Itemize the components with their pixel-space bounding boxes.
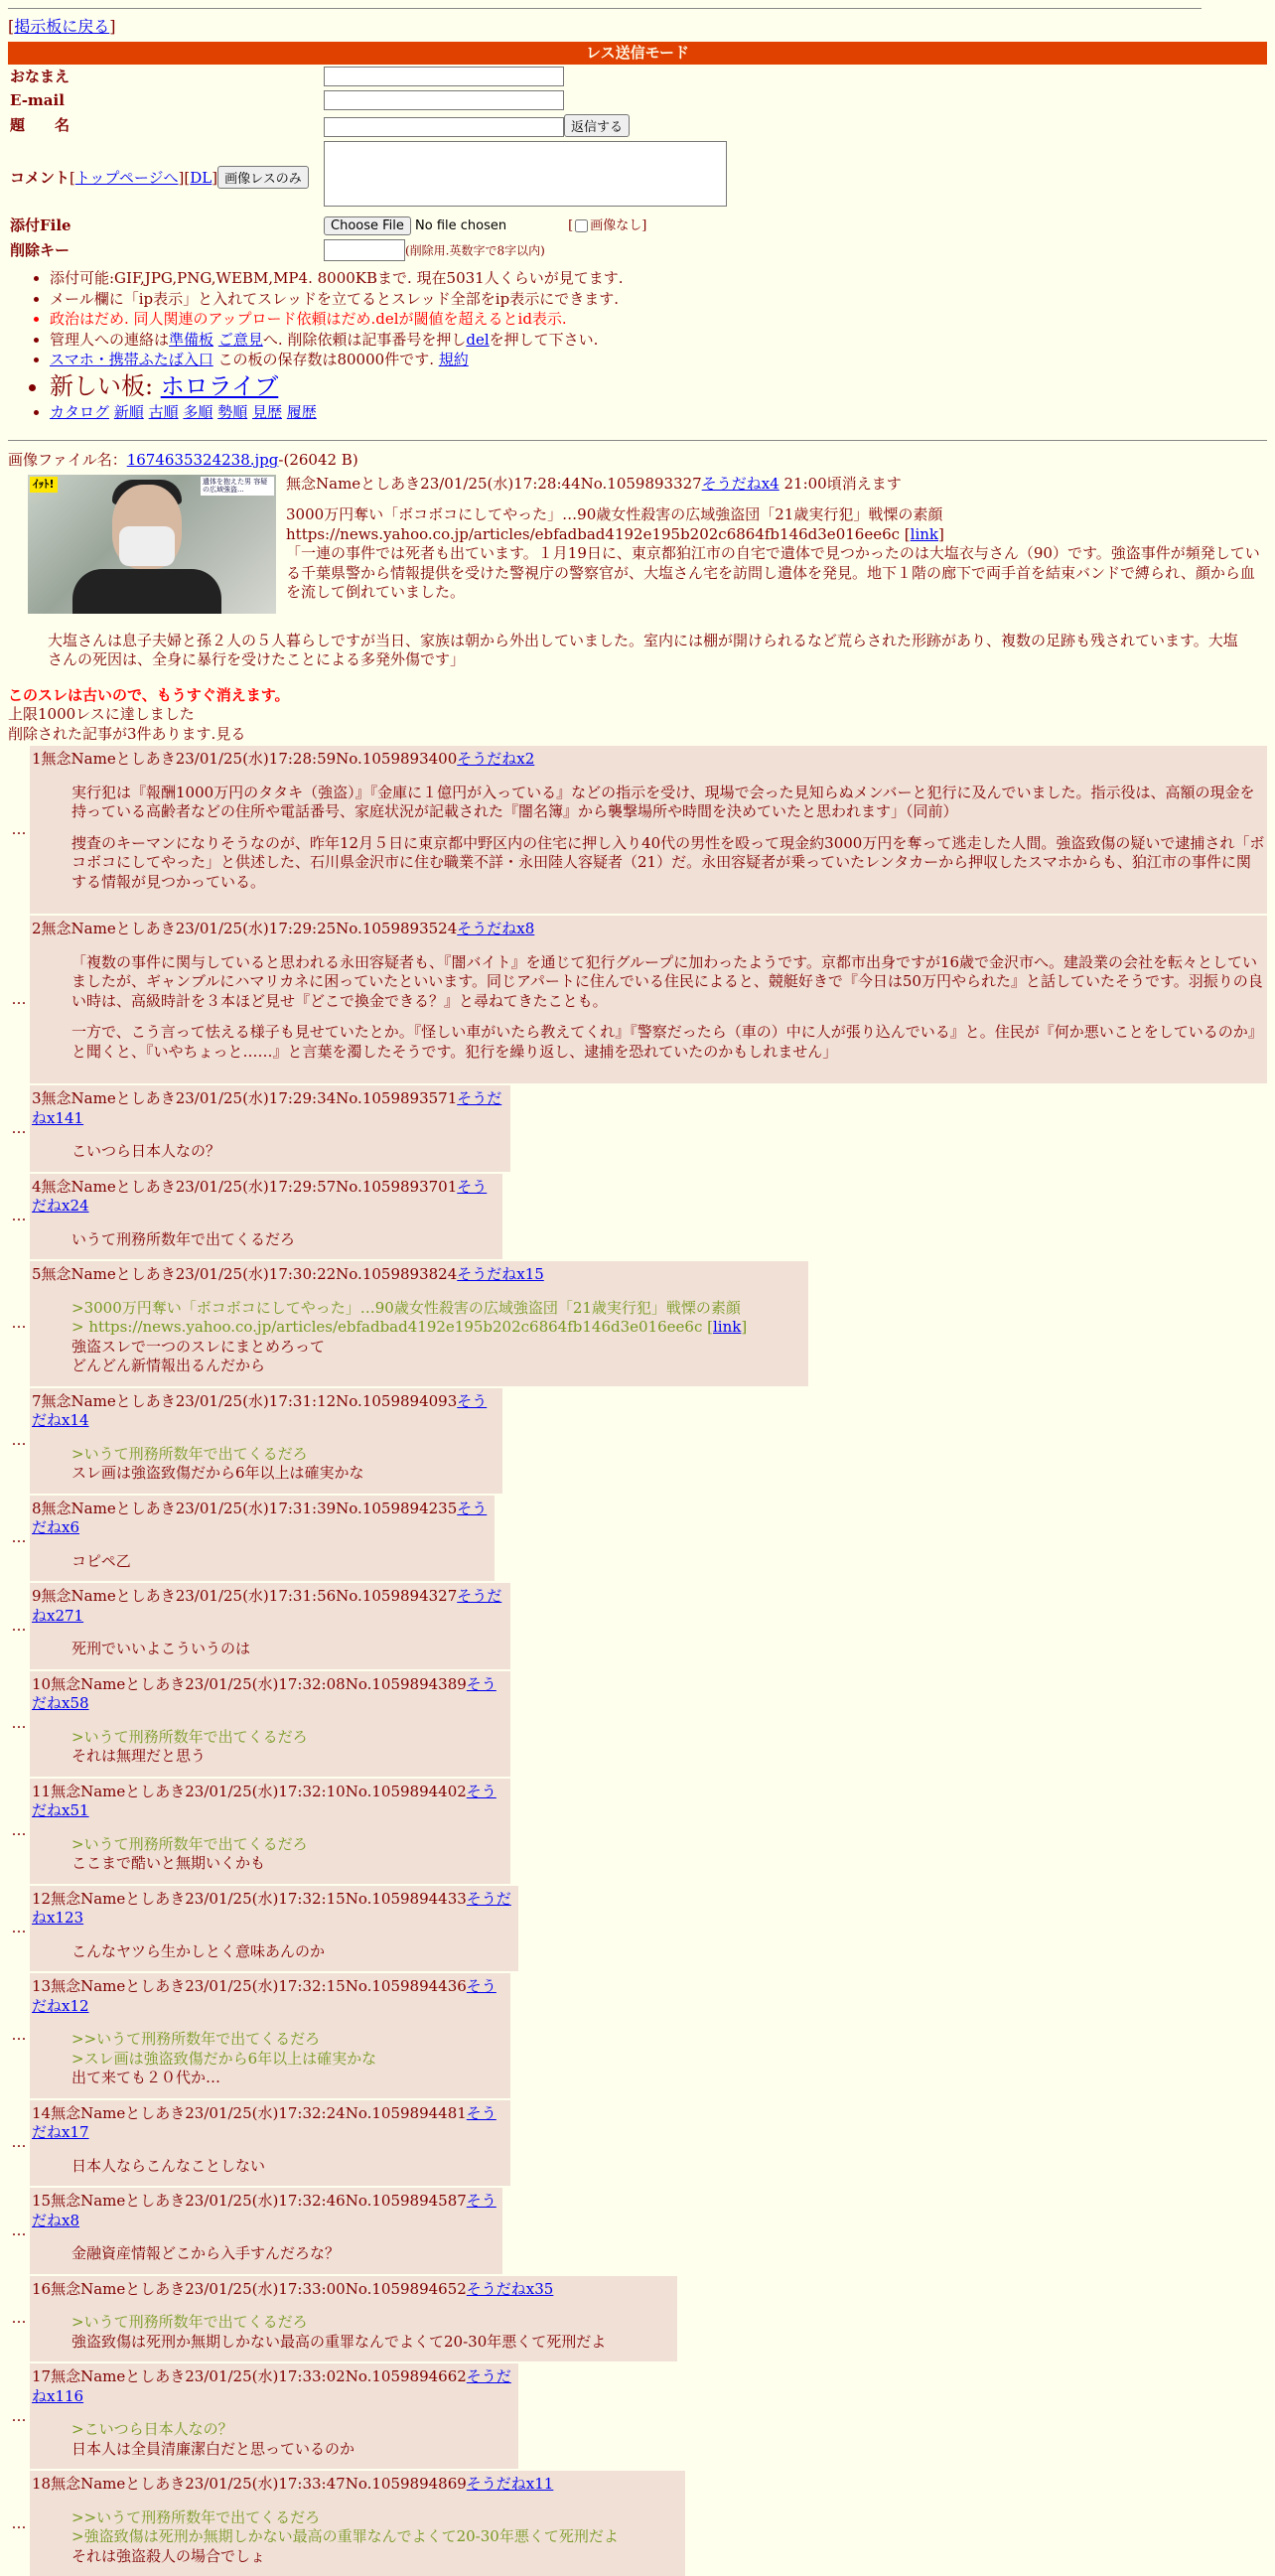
reply-post — [8, 1174, 1267, 1260]
reply-body — [71, 2030, 508, 2088]
back-nav: [掲示板に戻る] — [8, 17, 116, 36]
quote-line: >いうて刑務所数年で出てくるだろ — [71, 1834, 308, 1853]
no-image-label: 画像なし — [590, 218, 642, 234]
reply-box — [30, 1261, 808, 1386]
rule-item: • 新しい板: ホロライブ — [50, 371, 1267, 402]
reply-line: それは無理だと思う — [71, 1747, 207, 1766]
op-image-link[interactable]: 1674635324238.jpg — [126, 451, 279, 470]
reply-header: 4無念Nameとしあき23/01/25(水)17:29:57No.1059893701そうだねx24 — [32, 1177, 488, 1216]
reply-post — [8, 1583, 1267, 1669]
reply-dots: … — [11, 1821, 27, 1840]
feedback-link[interactable]: ご意見 — [217, 330, 263, 349]
reply-paragraph: 実行犯は『報酬1000万円のタタキ（強盗）』『金庫に１億円が入っている』などの指示を受け、現場で会った見知らぬメンバーと犯行に及んでいました。指示役は、高額の現金を持っている高齢者などの住所や電話番号、家庭状況が記載された『闇名簿』から襲撃場所や時間を決めていたと思われます」（同前） — [71, 783, 1255, 821]
op-post — [8, 475, 1267, 614]
reply-header: 7無念Nameとしあき23/01/25(水)17:31:12No.1059894093そうだねx14 — [32, 1391, 488, 1430]
junbi-board-link[interactable]: 準備板 — [169, 330, 214, 349]
reply-body — [71, 1445, 500, 1484]
reply-box — [30, 2188, 502, 2274]
reply-line: ここまで酷いと無期いくかも — [71, 1854, 266, 1873]
rule-item: • メール欄に「ip表示」と入れてスレッドを立てるとスレッド全部をip表示にできます. — [50, 290, 1267, 310]
quote-line: >>いうて刑務所数年で出てくるだろ — [71, 2030, 321, 2049]
reply-line: 死刑でいいよこういうのは — [71, 1640, 251, 1658]
reply-post — [8, 1671, 1267, 1777]
delete-key-label: 削除キー — [10, 240, 71, 259]
reply-paragraph: 一方で、こう言って怯える様子も見せていたとか。『怪しい車がいたら教えてくれ』『警察だったら（車の）中に人が張り込んでいる』と。住民が『何か悪いことをしているのか』と聞くと、『いやちょっと……』と言葉を濁したそうです。犯行を繰り返し、逮捕を恐れていたのかもしれません」 — [71, 1023, 1263, 1061]
sodane-link[interactable]: そうだねx116 — [32, 2367, 511, 2405]
reply-body — [71, 2508, 683, 2567]
op-url-line: https://news.yahoo.co.jp/articles/ebfadbad4192e195b202c6864fb146d3e016ee6c [link] — [286, 524, 944, 543]
mobile-entry-link[interactable]: スマホ・携帯ふたば入口 — [50, 351, 213, 369]
reply-header: 1無念Nameとしあき23/01/25(水)17:28:59No.1059893400そうだねx2 — [32, 750, 535, 769]
reply-box — [30, 1779, 510, 1884]
reply-header: 14無念Nameとしあき23/01/25(水)17:32:24No.1059894481そうだねx17 — [32, 2103, 496, 2142]
reply-line: 強盗致傷は死刑か無期しかない最高の重罪なんでよくて20-30年悪くて死刑だよ — [71, 2332, 607, 2351]
sodane-link[interactable]: そうだねx24 — [32, 1177, 488, 1216]
sodane-link[interactable]: そうだねx2 — [457, 750, 535, 769]
file-label: 添付File — [10, 215, 71, 234]
rule-item: • 管理人への連絡は準備板 ご意見へ. 削除依頼は記事番号を押しdelを押して下さい. — [50, 331, 1267, 351]
top-divider — [8, 8, 1202, 9]
sodane-link[interactable]: そうだねx51 — [32, 1782, 496, 1820]
tv-logo: ｲｯﾄ! — [30, 477, 58, 493]
reply-box — [30, 1671, 510, 1777]
quote-line: >スレ画は強盗致傷だから6年以上は確実かな — [71, 2049, 377, 2068]
reply-line: こんなヤツら生かしとく意味あんのか — [71, 1941, 326, 1960]
dl-link[interactable]: DL — [190, 168, 212, 187]
reply-box — [30, 2100, 510, 2187]
reply-line: いうて刑務所数年で出てくるだろ — [71, 1229, 296, 1248]
thread-expire-notice: このスレは古いので、もうすぐ消えます。 — [8, 685, 290, 704]
catalog-link[interactable]: カタログ — [50, 402, 110, 421]
reply-dots: … — [11, 1714, 27, 1733]
quote-line: >>いうて刑務所数年で出てくるだろ — [71, 2507, 321, 2526]
op-image-info: 画像ファイル名：1674635324238.jpg-(26042 B) — [8, 451, 358, 470]
reply-header: 3無念Nameとしあき23/01/25(水)17:29:34No.1059893571そうだねx141 — [32, 1089, 502, 1127]
quote-line: >いうて刑務所数年で出てくるだろ — [71, 2313, 308, 2332]
quote-line: >いうて刑務所数年で出てくるだろ — [71, 1727, 308, 1746]
reply-box — [30, 1886, 518, 1972]
choose-file-button[interactable]: Choose File — [324, 216, 411, 235]
reply-box — [30, 1496, 495, 1582]
sodane-link[interactable]: そうだねx6 — [32, 1499, 488, 1537]
sodane-link[interactable]: そうだねx123 — [32, 1889, 511, 1928]
reply-header: 15無念Nameとしあき23/01/25(水)17:32:46No.1059894587そうだねx8 — [32, 2192, 496, 2229]
view-history-link[interactable]: 見歴 — [251, 402, 282, 421]
reply-box — [30, 2276, 677, 2362]
reply-header: 11無念Nameとしあき23/01/25(水)17:32:10No.1059894402そうだねx51 — [32, 1782, 496, 1820]
reply-line: コピペ乙 — [71, 1551, 131, 1570]
back-to-board-link[interactable]: 掲示板に戻る — [14, 17, 110, 36]
reply-body — [71, 1728, 508, 1767]
reply-post — [8, 2363, 1267, 2469]
op-thumbnail[interactable] — [28, 475, 276, 614]
reply-form: おなまえ E-mail 題 名 返信する コメント[トップページへ][DL] 画像レスのみ 添付File Choose File No file chosen [ 画像なし] 削除キー (削除用.英数字で8字以内) — [8, 65, 1267, 263]
reply-header: 13無念Nameとしあき23/01/25(水)17:32:15No.1059894436そうだねx12 — [32, 1977, 496, 2015]
reply-dots: … — [11, 1207, 27, 1225]
sodane-link[interactable]: そうだねx4 — [701, 474, 779, 493]
reply-body — [71, 1230, 500, 1250]
name-label: おなまえ — [10, 67, 71, 85]
reply-line: どんどん新情報出るんだから — [71, 1357, 266, 1375]
sort-many-link[interactable]: 多順 — [183, 402, 213, 421]
reply-dots: … — [11, 1919, 27, 1937]
reply-line: 金融資産情報どこから入手すんだろな？ — [71, 2244, 341, 2263]
email-input[interactable] — [324, 90, 564, 110]
quote-line: >いうて刑務所数年で出てくるだろ — [71, 1444, 308, 1463]
reply-body — [71, 1640, 508, 1659]
reply-body — [71, 1835, 508, 1874]
reply-line: 強盗スレで一つのスレにまとめろって — [71, 1337, 326, 1356]
reply-post — [8, 2100, 1267, 2187]
reply-dots: … — [11, 2220, 27, 2239]
name-input[interactable] — [324, 67, 564, 86]
sodane-link[interactable]: そうだねx8 — [32, 2192, 496, 2229]
sodane-link[interactable]: そうだねx271 — [32, 1587, 502, 1625]
reply-header: 8無念Nameとしあき23/01/25(水)17:31:39No.1059894235そうだねx6 — [32, 1499, 488, 1537]
reply-body — [71, 1142, 508, 1162]
reply-box — [30, 1583, 510, 1669]
reply-post — [8, 1886, 1267, 1972]
reply-header: 9無念Nameとしあき23/01/25(水)17:31:56No.1059894327そうだねx271 — [32, 1587, 502, 1625]
thread-divider — [8, 440, 1267, 441]
reply-dots: … — [11, 1616, 27, 1635]
sodane-link[interactable]: そうだねx11 — [466, 2475, 554, 2494]
image-only-button[interactable]: 画像レスのみ — [217, 166, 309, 189]
subject-label: 題 名 — [10, 116, 71, 135]
reply-box — [30, 1085, 510, 1172]
rule-item: • 政治はだめ. 同人関連のアップロード依頼はだめ.delが閾値を超えるとid表示. — [50, 310, 1267, 330]
sodane-link[interactable]: そうだねx12 — [32, 1977, 496, 2015]
reply-body — [71, 2313, 675, 2352]
subject-input[interactable] — [324, 117, 564, 137]
reply-box — [30, 2363, 518, 2469]
sort-momentum-link[interactable]: 勢順 — [217, 402, 248, 421]
reply-dots: … — [11, 1431, 27, 1450]
reply-line: 日本人ならこんなことしない — [71, 2156, 266, 2175]
reply-dots: … — [11, 990, 27, 1009]
reply-line: 出て来ても２０代か… — [71, 2069, 221, 2087]
no-image-checkbox[interactable] — [575, 219, 588, 232]
thumb-caption: 遺体を抱えた男 容疑の広域強盗... — [201, 477, 274, 496]
sort-new-link[interactable]: 新順 — [113, 402, 144, 421]
reply-header: 10無念Nameとしあき23/01/25(水)17:32:08No.1059894389そうだねx58 — [32, 1674, 496, 1713]
reply-header: 16無念Nameとしあき23/01/25(水)17:33:00No.1059894652そうだねx35 — [32, 2279, 554, 2298]
reply-post — [8, 916, 1267, 1083]
op-url-link[interactable]: link — [910, 524, 939, 543]
hololive-board-link[interactable]: ホロライブ — [160, 371, 279, 400]
reply-line: こいつら日本人なの？ — [71, 1142, 221, 1161]
rule-item: • 添付可能:GIF,JPG,PNG,WEBM,MP4. 8000KBまで. 現在5031人くらいが見てます. — [50, 269, 1267, 289]
reply-line: それは強盗殺人の場合でしょ — [71, 2546, 266, 2565]
reply-body — [71, 953, 1265, 1063]
op-line1: 3000万円奪い「ボコボコにしてやった」…90歳女性殺害の広域強盗団「21歳実行犯」戦慄の素顔 — [286, 505, 943, 524]
reply-dots: … — [11, 2133, 27, 2152]
reply-body — [71, 2244, 500, 2264]
url-link[interactable]: link — [712, 1318, 742, 1337]
reply-box — [30, 1973, 510, 2098]
reply-post — [8, 2471, 1267, 2576]
reply-post — [8, 1973, 1267, 2098]
reply-dots: … — [11, 1118, 27, 1137]
reply-body — [71, 1299, 806, 1376]
reply-post — [8, 2188, 1267, 2274]
reply-box — [30, 1388, 502, 1494]
comment-label-cell: コメント[トップページへ][DL] 画像レスのみ — [8, 139, 322, 215]
sodane-link[interactable]: そうだねx14 — [32, 1391, 488, 1430]
reply-list — [8, 746, 1267, 2576]
sodane-link[interactable]: そうだねx15 — [457, 1265, 544, 1284]
reply-post — [8, 746, 1267, 914]
mode-title-bar: レス送信モード — [8, 42, 1267, 66]
del-link[interactable]: del — [466, 330, 490, 349]
reply-dots: … — [11, 2026, 27, 2045]
reply-dots: … — [11, 820, 27, 839]
limit-notice: 上限1000レスに達しました — [8, 705, 195, 724]
sodane-link[interactable]: そうだねx141 — [32, 1089, 502, 1127]
toppage-link[interactable]: トップページへ — [74, 168, 179, 187]
reply-paragraph: 「複数の事件に関与していると思われる永田容疑者も、『闇バイト』を通じて犯行グループに加わったようです。京都市出身ですが16歳で金沢市へ。建設業の会社を転々としていましたが、ギャンブルにハマリカネに困っていたといいます。同じアパートに住んでいる住民によると、競艇好きで『今日は50万円やられた』と話していたそうです。羽振りの良い時は、高級時計を３本ほど見せ『どこで換金できる？』と尋ねてきたことも。 — [71, 952, 1263, 1010]
reply-post — [8, 1388, 1267, 1494]
reply-box — [30, 746, 1267, 914]
terms-link[interactable]: 規約 — [438, 351, 469, 369]
reply-post — [8, 1496, 1267, 1582]
delete-key-input[interactable] — [324, 239, 405, 261]
reply-header: 5無念Nameとしあき23/01/25(水)17:30:22No.1059893824そうだねx15 — [32, 1265, 544, 1284]
delete-key-note: (削除用.英数字で8字以内) — [405, 243, 545, 258]
op-line4: 大塩さんは息子夫婦と孫２人の５人暮らしですが当日、家族は朝から外出していました。室内には棚が開けられるなど荒らされた形跡があり、複数の足跡も残されています。大塩さんの死因は、全身に暴行を受けたことによる多発外傷です」 — [48, 631, 1238, 669]
reply-dots: … — [11, 2513, 27, 2532]
post-history-link[interactable]: 履歴 — [286, 402, 317, 421]
op-line3: 「一連の事件では死者も出ています。１月19日に、東京都狛江市の自宅で遺体で見つかったのは大塩衣与さん（90）です。強盗事件が頻発している千葉県警から情報提供を受けた警視庁の警察官が、大塩さん宅を訪問し遺体を発見。地下１階の廊下で両手首を結束バンドで縛られ、顔から血を流して倒れていました。 — [286, 544, 1260, 602]
board-rules — [8, 269, 1267, 422]
reply-post — [8, 1085, 1267, 1172]
file-status: No file chosen — [415, 218, 507, 234]
comment-label: コメント — [10, 168, 71, 187]
reply-paragraph: 捜査のキーマンになりそうなのが、昨年12月５日に東京都中野区内の住宅に押し入り40代の男性を殴って現金約3000万円を奪って逃走した人間。強盗致傷の疑いで逮捕され「ボコボコにしてやった」と供述した、石川県金沢市に住む職業不詳・永田陸人容疑者（21）だ。永田容疑者が乗っていたレンタカーから押収したスマホからも、狛江市の事件に関する情報が見つかっている。 — [71, 833, 1265, 891]
reply-dots: … — [11, 2309, 27, 2328]
sodane-link[interactable]: そうだねx8 — [457, 920, 535, 938]
reply-body — [71, 2157, 508, 2177]
submit-reply-button[interactable]: 返信する — [564, 114, 630, 137]
reply-header: 18無念Nameとしあき23/01/25(水)17:33:47No.1059894869そうだねx11 — [32, 2475, 554, 2494]
reply-box — [30, 1174, 502, 1260]
reply-post — [8, 1779, 1267, 1884]
sort-old-link[interactable]: 古順 — [148, 402, 179, 421]
reply-body — [71, 784, 1265, 893]
reply-header: 17無念Nameとしあき23/01/25(水)17:33:02No.1059894662そうだねx116 — [32, 2367, 511, 2405]
reply-post — [8, 1261, 1267, 1386]
email-label: E-mail — [10, 90, 65, 109]
quote-line: >こいつら日本人なの？ — [71, 2420, 233, 2439]
reply-post — [8, 2276, 1267, 2362]
reply-dots: … — [11, 1314, 27, 1333]
rule-item: • スマホ・携帯ふたば入口 この板の保存数は80000件です. 規約 — [50, 351, 1267, 370]
reply-box — [30, 916, 1267, 1083]
deleted-notice: 削除された記事が3件あります.見る — [8, 724, 246, 743]
reply-dots: … — [11, 2406, 27, 2425]
reply-dots: … — [11, 1528, 27, 1547]
quote-line: >強盗致傷は死刑か無期しかない最高の重罪なんでよくて20-30年悪くて死刑だよ — [71, 2527, 619, 2546]
sodane-link[interactable]: そうだねx35 — [466, 2279, 554, 2298]
reply-header: 2無念Nameとしあき23/01/25(水)17:29:25No.1059893524そうだねx8 — [32, 920, 535, 938]
reply-header: 12無念Nameとしあき23/01/25(水)17:32:15No.1059894433そうだねx123 — [32, 1889, 511, 1928]
reply-body — [71, 1552, 493, 1572]
reply-line: 日本人は全員清廉潔白だと思っているのか — [71, 2439, 355, 2458]
quote-line: >3000万円奪い「ボコボコにしてやった」…90歳女性殺害の広域強盗団「21歳実行犯」戦慄の素顔 — [71, 1298, 741, 1317]
comment-textarea[interactable] — [324, 141, 727, 207]
sort-links — [50, 403, 1267, 423]
op-header: 無念Nameとしあき23/01/25(水)17:28:44No.1059893327そうだねx4 21:00頃消えます — [286, 474, 902, 493]
quote-line: > https://news.yahoo.co.jp/articles/ebfadbad4192e195b202c6864fb146d3e016ee6c [link] — [71, 1318, 748, 1337]
sodane-link[interactable]: そうだねx58 — [32, 1674, 496, 1713]
sodane-link[interactable]: そうだねx17 — [32, 2103, 496, 2142]
reply-box — [30, 2471, 685, 2576]
reply-line: スレ画は強盗致傷だから6年以上は確実かな — [71, 1464, 364, 1483]
reply-body — [71, 2420, 516, 2459]
reply-body — [71, 1942, 516, 1962]
